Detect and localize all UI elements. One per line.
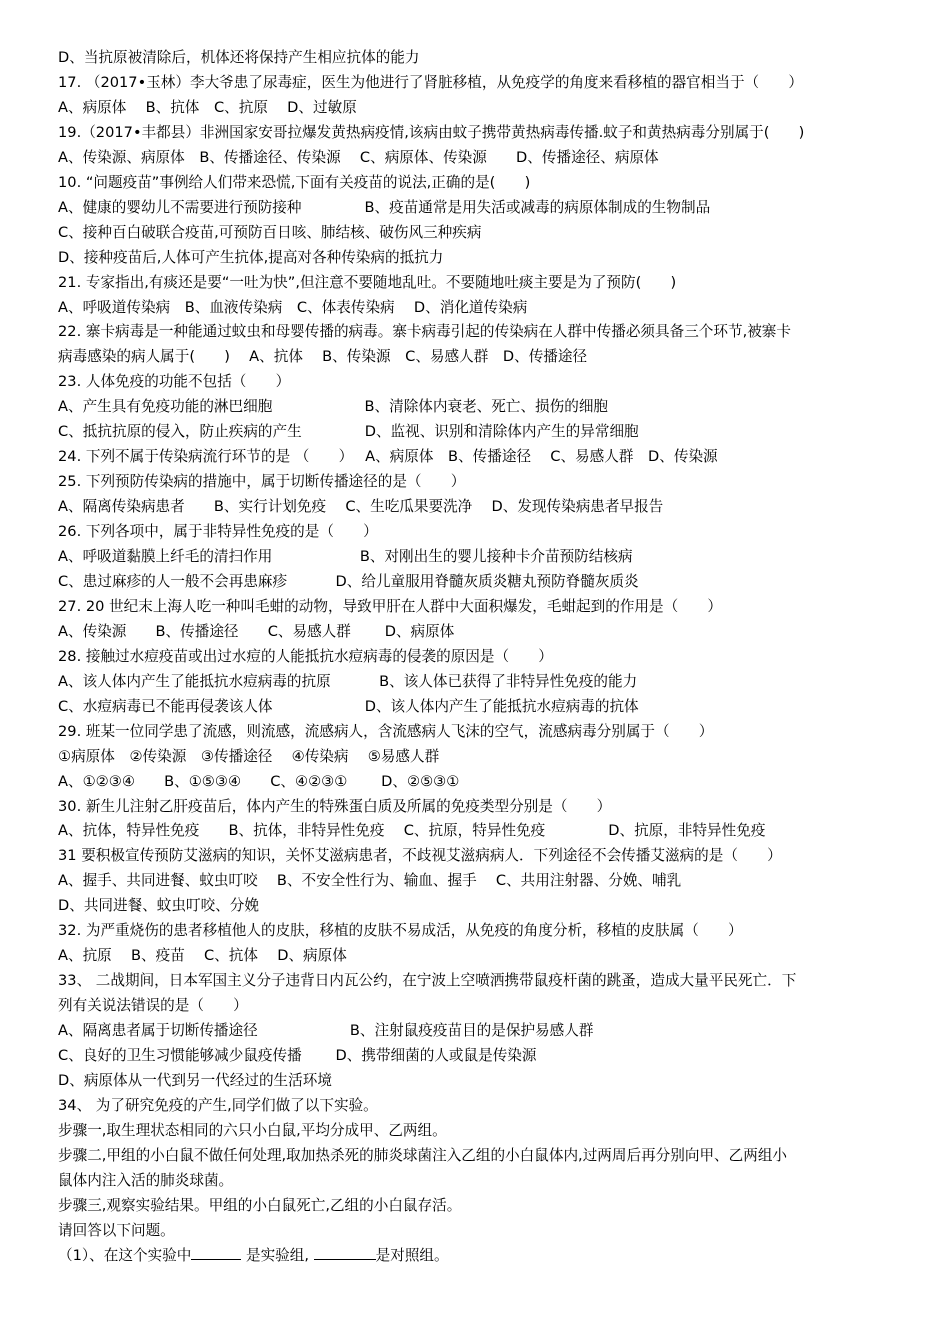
text-line: 32. 为严重烧伤的患者移植他人的皮肤，移植的皮肤不易成活，从免疫的角度分析，移植的皮肤属（ ） bbox=[58, 922, 743, 940]
text-line: 病毒感染的病人属于( ) A、抗体 B、传染源 C、易感人群 D、传播途径 bbox=[58, 348, 588, 366]
fill-in-suffix: 是对照组。 bbox=[375, 1246, 449, 1264]
text-line: 请回答以下问题。 bbox=[58, 1221, 175, 1239]
text-line: 步骤一,取生理状态相同的六只小白鼠,平均分成甲、乙两组。 bbox=[58, 1121, 447, 1139]
text-line: 24. 下列不属于传染病流行环节的是 （ ） A、病原体 B、传播途径 C、易感人群 D、传染源 bbox=[58, 448, 718, 466]
text-line: 26. 下列各项中，属于非特异性免疫的是（ ） bbox=[58, 523, 378, 541]
text-line: A、传染源、病原体 B、传播途径、传染源 C、病原体、传染源 D、传播途径、病原体 bbox=[58, 148, 659, 166]
text-line: A、产生具有免疫功能的淋巴细胞 B、清除体内衰老、死亡、损伤的细胞 bbox=[58, 398, 609, 416]
answer-blank-control-group[interactable] bbox=[314, 1245, 376, 1260]
text-line: A、握手、共同进餐、蚊虫叮咬 B、不安全性行为、输血、握手 C、共用注射器、分娩、哺乳 bbox=[58, 872, 682, 890]
text-line: D、病原体从一代到另一代经过的生活环境 bbox=[58, 1071, 332, 1089]
text-line: C、良好的卫生习惯能够减少鼠疫传播 D、携带细菌的人或鼠是传染源 bbox=[58, 1047, 537, 1064]
text-line: 19.（2017•丰都县）非洲国家安哥拉爆发黄热病疫情,该病由蚊子携带黄热病毒传播.蚊子和黄热病毒分别属于( ) bbox=[58, 123, 805, 141]
fill-in-prefix: （1）、在这个实验中 bbox=[58, 1246, 192, 1264]
text-line: A、①②③④ B、①⑤③④ C、④②③① D、②⑤③① bbox=[58, 772, 460, 790]
text-line: A、隔离传染病患者 B、实行计划免疫 C、生吃瓜果要洗净 D、发现传染病患者早报告 bbox=[58, 498, 664, 516]
text-line: D、当抗原被清除后，机体还将保持产生相应抗体的能力 bbox=[58, 49, 420, 66]
text-line: A、呼吸道黏膜上纤毛的清扫作用 B、对刚出生的婴儿接种卡介苗预防结核病 bbox=[58, 548, 633, 565]
text-line: 步骤三,观察实验结果。甲组的小白鼠死亡,乙组的小白鼠存活。 bbox=[58, 1196, 462, 1214]
text-line: A、健康的婴幼儿不需要进行预防接种 B、疫苗通常是用失活或减毒的病原体制成的生物制品 bbox=[58, 198, 711, 216]
text-line: A、抗体，特异性免疫 B、抗体，非特异性免疫 C、抗原，特异性免疫 D、抗原，非特异性免疫 bbox=[58, 822, 766, 840]
text-line: 33、 二战期间，日本军国主义分子违背日内瓦公约，在宁波上空喷洒携带鼠疫杆菌的跳蚤，造成大量平民死亡．下 bbox=[58, 972, 797, 990]
text-line: 列有关说法错误的是（ ） bbox=[58, 997, 248, 1015]
text-line: A、病原体 B、抗体 C、抗原 D、过敏原 bbox=[58, 98, 357, 116]
text-line: A、隔离患者属于切断传播途径 B、注射鼠疫疫苗目的是保护易感人群 bbox=[58, 1022, 594, 1040]
text-line: C、患过麻疹的人一般不会再患麻疹 D、给儿童服用脊髓灰质炎糖丸预防脊髓灰质炎 bbox=[58, 572, 639, 590]
text-line: 30. 新生儿注射乙肝疫苗后，体内产生的特殊蛋白质及所属的免疫类型分别是（ ） bbox=[58, 797, 612, 815]
text-line: 21. 专家指出,有痰还是要“一吐为快”,但注意不要随地乱吐。不要随地吐痰主要是为了预防( ) bbox=[58, 273, 677, 291]
text-line: C、水痘病毒已不能再侵袭该人体 D、该人体内产生了能抵抗水痘病毒的抗体 bbox=[58, 697, 639, 715]
text-line: 29. 班某一位同学患了流感，则流感，流感病人，含流感病人飞沫的空气，流感病毒分别属于（ ） bbox=[58, 722, 714, 740]
text-line: 步骤二,甲组的小白鼠不做任何处理,取加热杀死的肺炎球菌注入乙组的小白鼠体内,过两周后再分别向甲、乙两组小 bbox=[58, 1146, 788, 1164]
fill-in-mid: 是实验组, bbox=[241, 1246, 314, 1264]
text-line: A、抗原 B、疫苗 C、抗体 D、病原体 bbox=[58, 947, 347, 965]
text-line: 鼠体内注入活的肺炎球菌。 bbox=[58, 1171, 234, 1189]
text-line: 10. “问题疫苗”事例给人们带来恐慌,下面有关疫苗的说法,正确的是( ) bbox=[58, 173, 531, 191]
text-line: C、抵抗抗原的侵入，防止疾病的产生 D、监视、识别和清除体内产生的异常细胞 bbox=[58, 423, 639, 441]
text-line: 34、 为了研究免疫的产生,同学们做了以下实验。 bbox=[58, 1096, 378, 1114]
text-line: ①病原体 ②传染源 ③传播途径 ④传染病 ⑤易感人群 bbox=[58, 747, 440, 765]
text-line: D、接种疫苗后,人体可产生抗体,提高对各种传染病的抵抗力 bbox=[58, 248, 444, 266]
text-line: 25. 下列预防传染病的措施中，属于切断传播途径的是（ ） bbox=[58, 473, 466, 491]
text-line: 23. 人体免疫的功能不包括（ ） bbox=[58, 373, 291, 391]
text-line: A、该人体内产生了能抵抗水痘病毒的抗原 B、该人体已获得了非特异性免疫的能力 bbox=[58, 672, 638, 690]
text-line: 17. （2017•玉林）李大爷患了尿毒症，医生为他进行了肾脏移植，从免疫学的角度来看移植的器官相当于（ ） bbox=[58, 73, 803, 91]
text-line: C、接种百白破联合疫苗,可预防百日咳、肺结核、破伤风三种疾病 bbox=[58, 223, 482, 241]
text-line: 27. 20 世纪末上海人吃一种叫毛蚶的动物，导致甲肝在人群中大面积爆发，毛蚶起到的作用是（ ） bbox=[58, 597, 722, 615]
answer-blank-experimental-group[interactable] bbox=[191, 1245, 241, 1260]
text-line: A、传染源 B、传播途径 C、易感人群 D、病原体 bbox=[58, 622, 455, 640]
text-line: 31 要积极宣传预防艾滋病的知识，关怀艾滋病患者，不歧视艾滋病病人．下列途径不会传播艾滋病的是（ ） bbox=[58, 847, 782, 865]
text-line: 28. 接触过水痘疫苗或出过水痘的人能抵抗水痘病毒的侵袭的原因是（ ） bbox=[58, 647, 553, 665]
text-line: D、共同进餐、蚊虫叮咬、分娩 bbox=[58, 897, 259, 915]
fill-in-line bbox=[58, 1245, 928, 1267]
text-line: 22. 寨卡病毒是一种能通过蚊虫和母婴传播的病毒。寨卡病毒引起的传染病在人群中传播必须具备三个环节,被寨卡 bbox=[58, 323, 791, 341]
text-line: A、呼吸道传染病 B、血液传染病 C、体表传染病 D、消化道传染病 bbox=[58, 298, 528, 316]
